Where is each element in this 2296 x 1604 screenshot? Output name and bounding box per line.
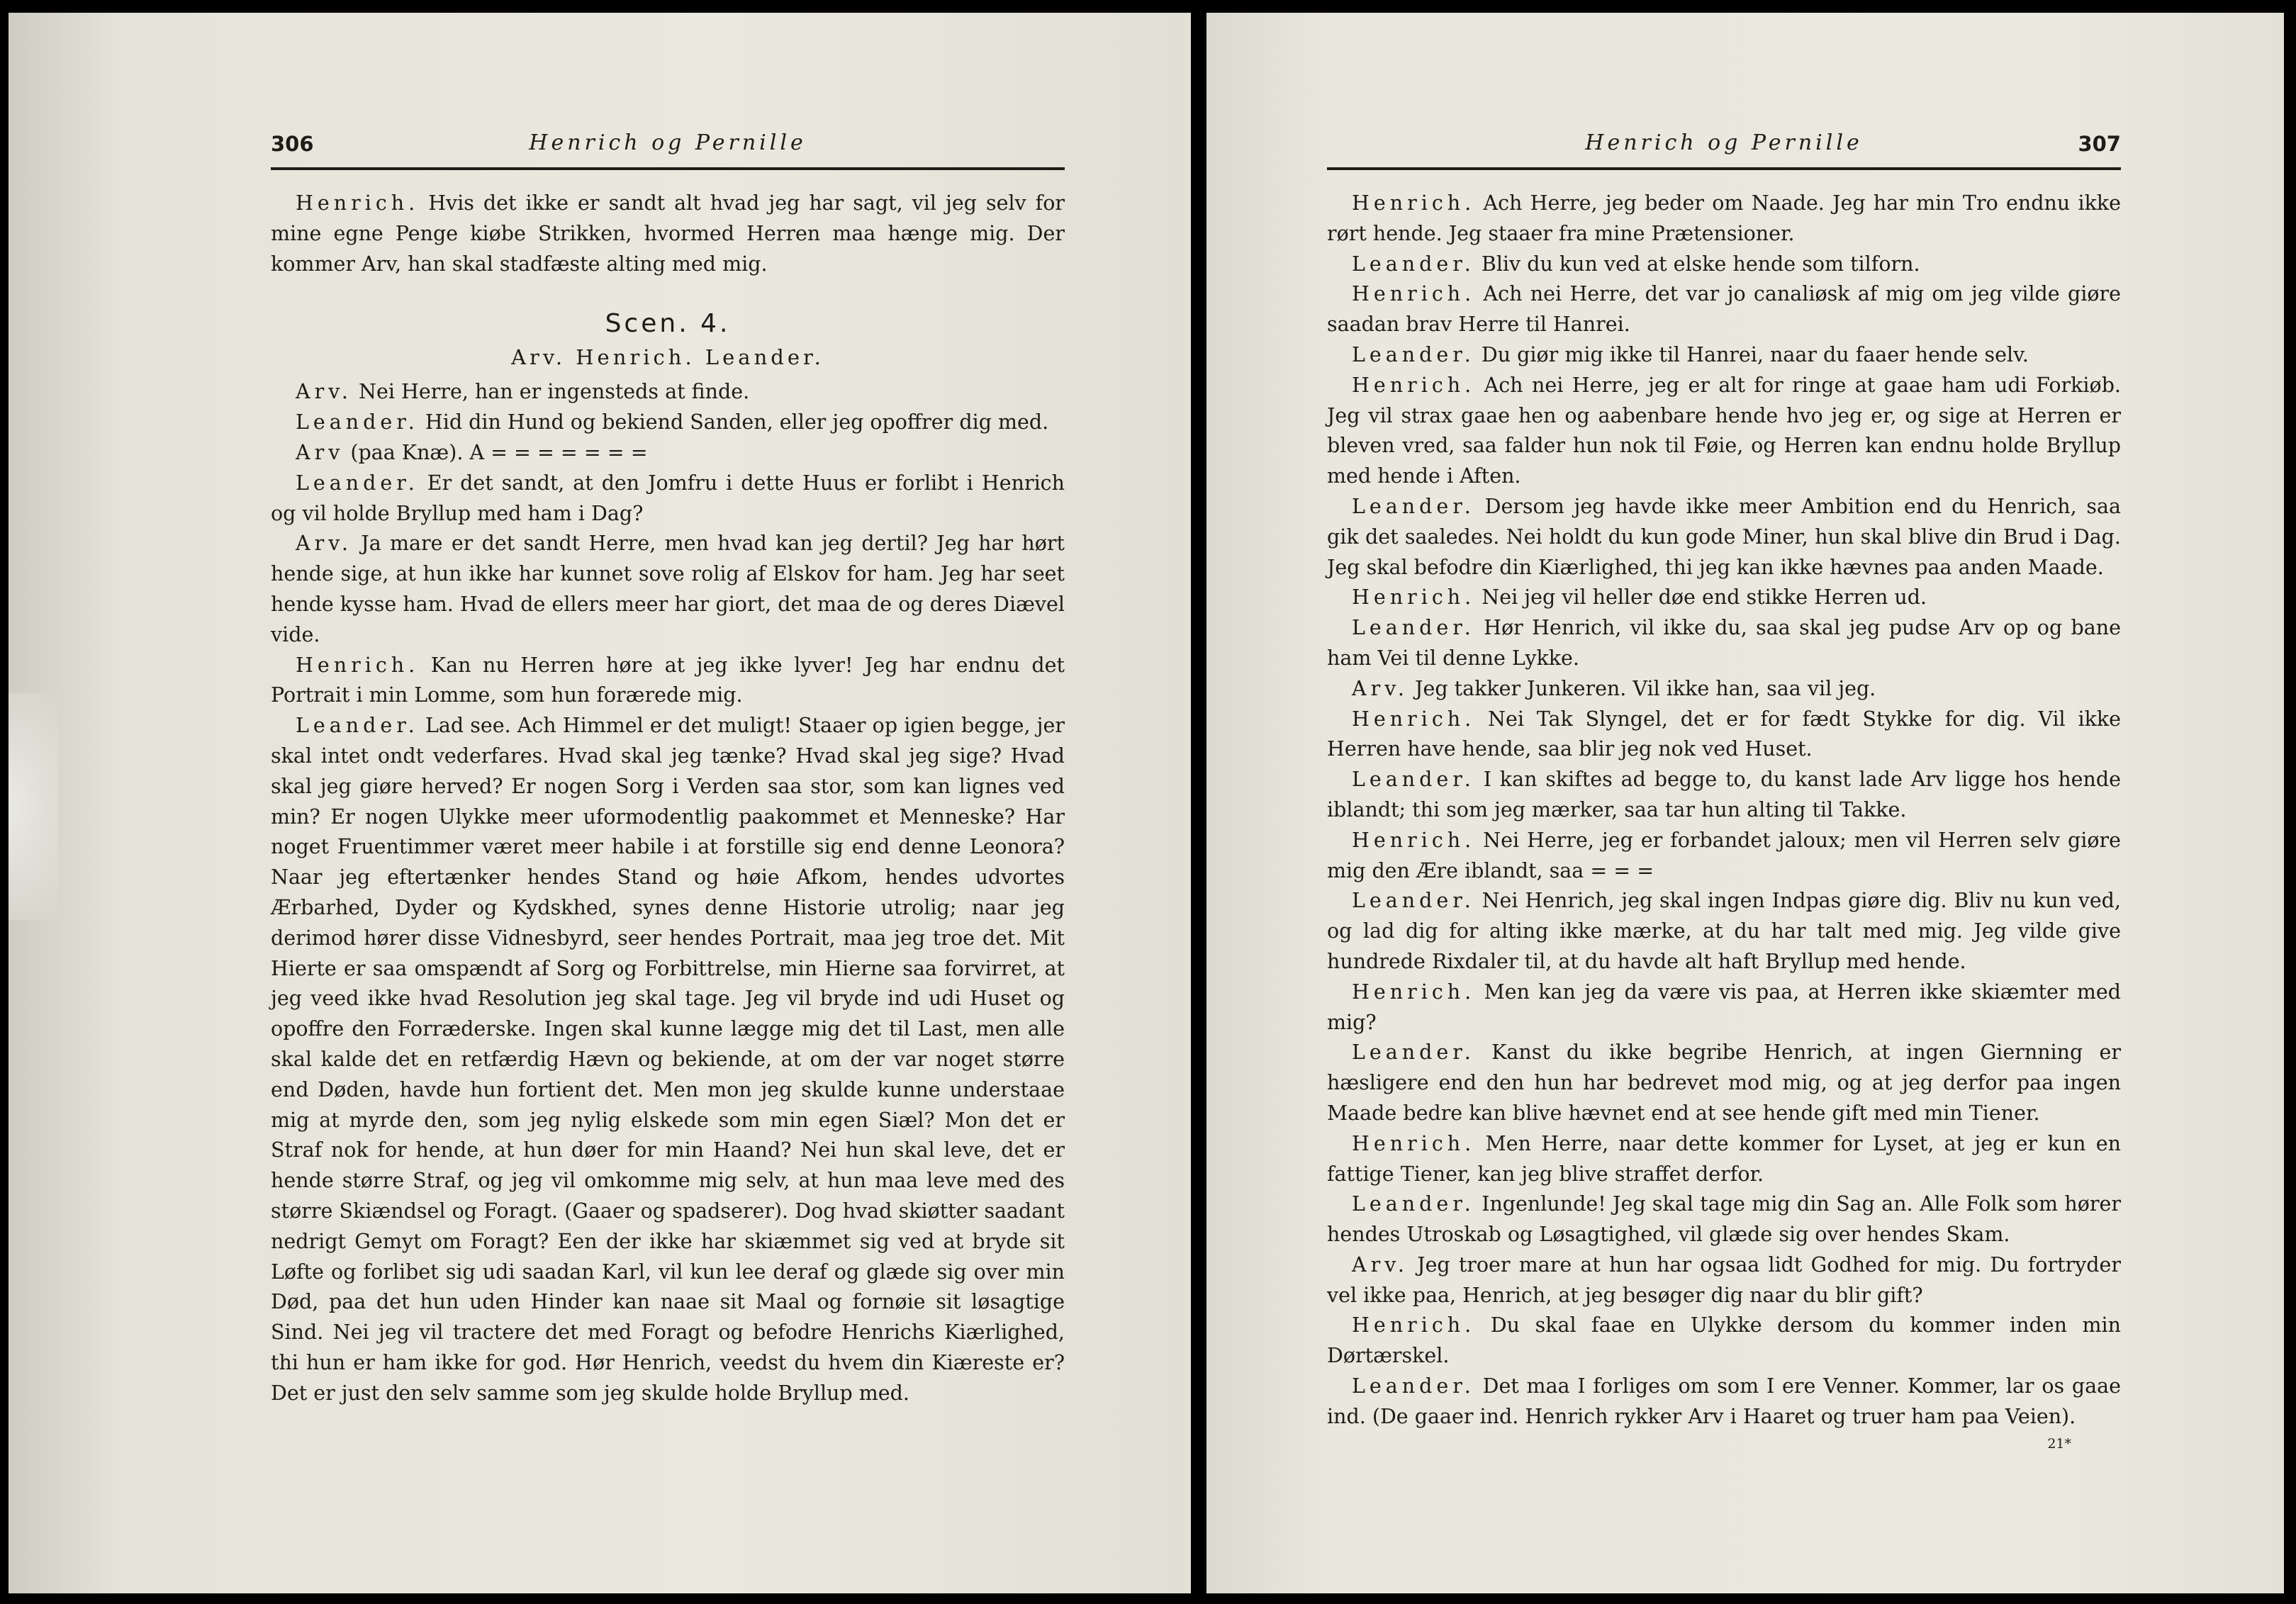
signature-mark: 21* (2047, 1435, 2071, 1452)
paragraph (1327, 1038, 2121, 1128)
paragraph (1327, 826, 2121, 887)
dialogue (1327, 189, 2121, 1432)
speaker: Arv. (1352, 676, 1409, 700)
speech: Hvis det ikke er sandt alt hvad jeg har sagt, vil jeg selv for mine egne Penge kiøbe Strikken, hvormed Herren maa hænge mig. Der kommer Arv, han skal stadfæste alting med mig. (271, 191, 1065, 276)
paragraph (1327, 249, 2121, 280)
speech: Ja mare er det sandt Herre, men hvad kan jeg dertil? Jeg har hørt hende sige, at hun ikke har kunnet sove rolig af Elskov for ham. Jeg har seet hende kysse ham. Hvad de ellers meer har giort, det maa de og deres Diævel vide. (271, 532, 1065, 646)
paragraph (1327, 1129, 2121, 1190)
speaker: Henrich. (1352, 1131, 1476, 1155)
running-title: Henrich og Pernille (529, 130, 807, 155)
speech: Lad see. Ach Himmel er det muligt! Staaer op igien begge, jer skal intet ondt vederfares. Hvad skal jeg tænke? Hvad skal jeg sige? Hvad skal jeg giøre herved? Er nogen Sorg i Verden saa stor, som kan lignes ved min? Er nogen Ulykke meer uformodentlig paakommet et Menneske? Har noget Fruentimmer været meer habile i at forstille sig end denne Leonora? Naar jeg eftertænker hendes Stand og høie Afkom, hendes udvortes Ærbarhed, Dyder og Kydskhed, synes denne Historie utrolig; naar jeg derimod hører disse Vidnesbyrd, seer hendes Portrait, maa jeg troe det. Mit Hierte er saa omspændt af Sorg og Forbittrelse, min Hierne saa forvirret, at jeg veed ikke hvad Resolution jeg skal tage. Jeg vil bryde ind udi Huset og opoffre den Forræderske. Ingen skal kunne lægge mig det til Last, men alle skal kalde det en retfærdig Hævn og bekiende, at om der var noget større end Døden, havde hun fortient det. Men mon jeg skulde kunne understaae mig at myrde den, som jeg nylig elskede som min egen Siæl? Mon det er Straf nok for hende, at hun døer for min Haand? Nei hun skal leve, det er hende større Straf, og jeg vil omkomme mig selv, at hun maa leve med des større Skiændsel og Foragt. (Gaaer og spadserer). Dog hvad skiøtter saadant nedrigt Gemyt om Foragt? Een der ikke har skiæmmet sig ved at bryde sit Løfte og forlibet sig udi saadan Karl, vil kun lee deraf og glæde sig over min Død, paa det hun uden Hinder kan naae sit Maal og fornøie sit løsagtige Sind. Nei jeg vil tractere det med Foragt og befodre Henrichs Kiærlighed, thi hun er ham ikke for god. Hør Henrich, veedst du hvem din Kiæreste er? Det er just den selv samme som jeg skulde holde Bryllup med. (271, 714, 1065, 1405)
speech: Kan nu Herren høre at jeg ikke lyver! Jeg har endnu det Portrait i min Lomme, som hun forærede mig. (271, 653, 1065, 707)
speaker: Arv (296, 440, 345, 464)
speech: Ach nei Herre, jeg er alt for ringe at gaae ham udi Forkiøb. Jeg vil strax gaae hen og aabenbare hende hvo jeg er, og sige at Herren er bleven vred, saa falder hun nok til Føie, og Herren kan endnu holde Bryllup med hende i Aften. (1327, 373, 2121, 488)
speech: Du giør mig ikke til Hanrei, naar du faaer hende selv. (1481, 342, 2029, 366)
speech: Er det sandt, at den Jomfru i dette Huus er forlibt i Henrich og vil holde Bryllup med ham i Dag? (271, 471, 1065, 525)
speaker: Leander. (1352, 494, 1475, 518)
page-body (1327, 189, 2121, 1454)
speaker: Arv. (1352, 1252, 1409, 1277)
paragraph (1327, 1311, 2121, 1372)
speaker: Leander. (1352, 768, 1475, 792)
paragraph (1327, 765, 2121, 826)
paragraph (271, 469, 1065, 529)
page-body (271, 189, 1065, 1408)
speaker: Henrich. (1352, 282, 1476, 306)
paragraph (271, 408, 1065, 438)
paragraph (1327, 1189, 2121, 1250)
speech: Hid din Hund og bekiend Sanden, eller jeg opoffrer dig med. (425, 410, 1049, 434)
speaker: Leander. (296, 471, 419, 495)
speech: I kan skiftes ad begge to, du kanst lade Arv ligge hos hende iblandt; thi som jeg mærker, saa tar hun alting til Takke. (1327, 768, 2122, 821)
speaker: Leander. (296, 714, 419, 738)
speech: Jeg troer mare at hun har ogsaa lidt Godhed for mig. Du fortryder vel ikke paa, Henrich, at jeg besøger dig naar du blir gift? (1327, 1252, 2121, 1307)
page-number: 306 (271, 132, 314, 156)
speech: Kanst du ikke begribe Henrich, at ingen Giernning er hæsligere end den hun har bedrevet mod mig, og at jeg derfor paa ingen Maade bedre kan blive hævnet end at see hende gift med min Tiener. (1327, 1041, 2122, 1125)
speaker: Leander. (1352, 1192, 1475, 1216)
speech: Nei Herre, han er ingensteds at finde. (359, 380, 750, 404)
speaker: Leander. (1352, 1374, 1475, 1398)
speaker: Henrich. (1352, 585, 1476, 610)
speaker: Leander. (1352, 616, 1475, 640)
paragraph (1327, 371, 2121, 492)
page-shadow (9, 693, 58, 920)
paragraph (1327, 189, 2121, 249)
paragraph (1327, 674, 2121, 705)
paragraph (1327, 613, 2121, 674)
speech: Men kan jeg da være vis paa, at Herren ikke skiæmter med mig? (1327, 980, 2122, 1034)
paragraph (271, 189, 1065, 279)
speaker: Leander. (1352, 342, 1475, 366)
speech: Men Herre, naar dette kommer for Lyset, at jeg er kun en fattige Tiener, kan jeg blive straffet derfor. (1327, 1131, 2121, 1186)
paragraph (1327, 705, 2121, 765)
speech: Bliv du kun ved at elske hende som tilforn. (1481, 252, 1920, 276)
speech: Du skal faae en Ulykke dersom du kommer inden min Dørtærskel. (1327, 1313, 2121, 1368)
speech: Ach nei Herre, det var jo canaliøsk af mig om jeg vilde giøre saadan brav Herre til Hanrei. (1327, 282, 2122, 337)
running-header (1327, 125, 2121, 170)
speaker: Henrich. (1352, 373, 1476, 397)
speech: Jeg takker Junkeren. Vil ikke han, saa vil jeg. (1415, 676, 1876, 700)
paragraph (1327, 977, 2121, 1038)
speech: Ingenlunde! Jeg skal tage mig din Sag an. Alle Folk som hører hendes Utroskab og Løsagtighed, vil glæde sig over hendes Skam. (1327, 1192, 2121, 1247)
paragraph (271, 438, 1065, 469)
speaker: Leander. (1352, 889, 1475, 913)
paragraph (271, 651, 1065, 712)
speech: Det maa I forliges om som I ere Venner. Kommer, lar os gaae ind. (De gaaer ind. Henrich rykker Arv i Haaret og truer ham paa Veien). (1327, 1374, 2121, 1428)
speaker: Henrich. (1352, 191, 1476, 215)
speech: Nei jeg vil heller døe end stikke Herren ud. (1482, 585, 1927, 610)
speaker: Leander. (1352, 252, 1475, 276)
speaker: Henrich. (1352, 707, 1476, 731)
speech: Dersom jeg havde ikke meer Ambition end du Henrich, saa gik det saaledes. Nei holdt du kun gode Miner, hun skal blive din Brud i Dag. Jeg skal befodre din Kiærlighed, thi jeg kan ikke hævnes paa anden Maade. (1327, 494, 2122, 579)
speaker: Leander. (1352, 1041, 1475, 1065)
speech: Nei Henrich, jeg skal ingen Indpas giøre dig. Bliv nu kun ved, og lad dig for alting ikke mærke, at du har talt med mig. Jeg vilde give hundrede Rixdaler til, at du havde alt haft Bryllup med hende. (1327, 889, 2121, 973)
paragraph (271, 711, 1065, 1408)
paragraph (271, 529, 1065, 650)
speaker: Henrich. (1352, 1313, 1476, 1337)
speaker: Leander. (296, 410, 419, 434)
page-number: 307 (2078, 132, 2121, 156)
speech: Hør Henrich, vil ikke du, saa skal jeg pudse Arv op og bane ham Vei til denne Lykke. (1327, 616, 2121, 670)
paragraph (1327, 340, 2121, 371)
paragraph (1327, 279, 2121, 340)
speaker: Henrich. (1352, 828, 1476, 852)
speech: Nei Tak Slyngel, det er for fædt Stykke for dig. Vil ikke Herren have hende, saa blir jeg nok ved Huset. (1327, 707, 2121, 761)
speech: Ach Herre, jeg beder om Naade. Jeg har min Tro endnu ikke rørt hende. Jeg staaer fra mine Prætensioner. (1327, 191, 2122, 245)
paragraph (271, 377, 1065, 408)
speech: (paa Knæ). A = = = = = = = (350, 440, 648, 464)
dialogue (271, 377, 1065, 1408)
paragraph (1327, 886, 2121, 977)
running-header (271, 125, 1065, 170)
speaker: Henrich. (296, 191, 420, 215)
paragraph (1327, 492, 2121, 583)
speaker: Arv. (296, 380, 352, 404)
right-page (1206, 13, 2284, 1593)
paragraph (1327, 1372, 2121, 1432)
paragraph (1327, 1250, 2121, 1311)
cast-list: Arv. Henrich. Leander. (511, 345, 824, 370)
left-page (9, 13, 1191, 1593)
speaker: Henrich. (296, 653, 420, 677)
speaker: Henrich. (1352, 980, 1476, 1004)
paragraph (1327, 583, 2121, 613)
speech: Nei Herre, jeg er forbandet jaloux; men vil Herren selv giøre mig den Ære iblandt, saa = = = (1327, 828, 2121, 882)
scene-heading: Scen. 4. (605, 309, 731, 339)
speaker: Arv. (296, 532, 352, 556)
running-title: Henrich og Pernille (1585, 130, 1863, 155)
